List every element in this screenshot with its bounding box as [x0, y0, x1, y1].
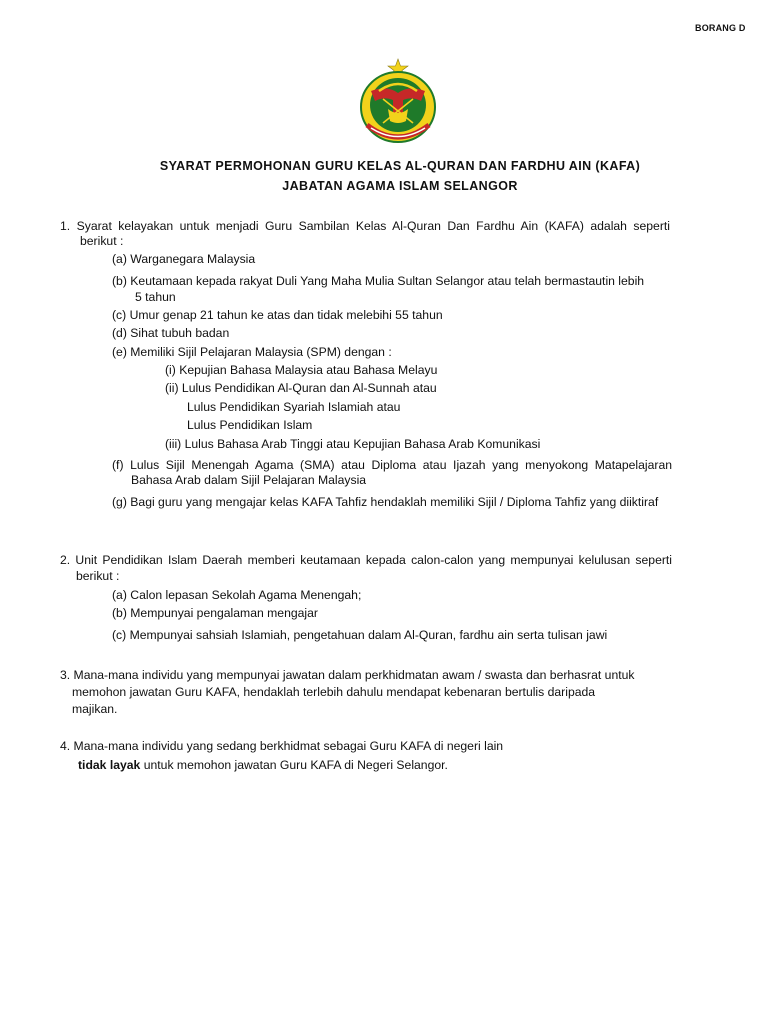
criterion-f-cont: Bahasa Arab dalam Sijil Pelajaran Malaysia	[131, 473, 367, 487]
document-subtitle: JABATAN AGAMA ISLAM SELANGOR	[282, 179, 518, 193]
section-3-line-1: 3. Mana-mana individu yang mempunyai jawatan dalam perkhidmatan awam / swasta dan berhasrat untuk	[60, 668, 635, 682]
preference-c: (c) Mempunyai sahsiah Islamiah, pengetahuan dalam Al-Quran, fardhu ain serta tulisan jawi	[112, 628, 608, 642]
criterion-b-cont: 5 tahun	[135, 290, 176, 304]
document-title: SYARAT PERMOHONAN GURU KELAS AL-QURAN DAN FARDHU AIN (KAFA)	[159, 159, 641, 173]
criterion-e-iii: (iii) Lulus Bahasa Arab Tinggi atau Kepujian Bahasa Arab Komunikasi	[165, 437, 541, 451]
section-2-intro: 2. Unit Pendidikan Islam Daerah memberi keutamaan kepada calon-calon yang mempunyai kelulusan seperti	[60, 553, 672, 567]
section-3-line-3: majikan.	[72, 702, 118, 716]
not-eligible-emphasis: tidak layak	[78, 758, 141, 772]
criterion-c: (c) Umur genap 21 tahun ke atas dan tidak melebihi 55 tahun	[112, 308, 443, 322]
section-2-intro-cont: berikut :	[76, 569, 120, 583]
section-4-line-1: 4. Mana-mana individu yang sedang berkhidmat sebagai Guru KAFA di negeri lain	[60, 739, 504, 753]
section-4-line-2	[78, 758, 448, 773]
criterion-f: (f) Lulus Sijil Menengah Agama (SMA) atau Diploma atau Ijazah yang menyokong Matapelajaran	[112, 458, 672, 472]
section-4-line-2-rest: untuk memohon jawatan Guru KAFA di Negeri Selangor.	[140, 758, 448, 772]
preference-b: (b) Mempunyai pengalaman mengajar	[112, 606, 318, 620]
criterion-e-ii-cont-2: Lulus Pendidikan Islam	[187, 418, 313, 432]
criterion-e-i: (i) Kepujian Bahasa Malaysia atau Bahasa Melayu	[165, 363, 438, 377]
criterion-b: (b) Keutamaan kepada rakyat Duli Yang Maha Mulia Sultan Selangor atau telah bermastautin lebih	[112, 274, 645, 288]
selangor-crest-icon	[357, 57, 439, 145]
form-code: BORANG D	[695, 23, 746, 33]
section-1-intro-cont: berikut :	[80, 234, 124, 248]
criterion-e-ii: (ii) Lulus Pendidikan Al-Quran dan Al-Sunnah atau	[165, 381, 437, 395]
section-1-intro: 1. Syarat kelayakan untuk menjadi Guru Sambilan Kelas Al-Quran Dan Fardhu Ain (KAFA) adalah seperti	[60, 219, 670, 233]
criterion-e-ii-cont-1: Lulus Pendidikan Syariah Islamiah atau	[187, 400, 401, 414]
section-3-line-2: memohon jawatan Guru KAFA, hendaklah terlebih dahulu mendapat kebenaran bertulis daripada	[72, 685, 596, 699]
criterion-d: (d) Sihat tubuh badan	[112, 326, 230, 340]
criterion-e: (e) Memiliki Sijil Pelajaran Malaysia (SPM) dengan :	[112, 345, 392, 359]
criterion-a: (a) Warganegara Malaysia	[112, 252, 256, 266]
preference-a: (a) Calon lepasan Sekolah Agama Menengah;	[112, 588, 362, 602]
criterion-g: (g) Bagi guru yang mengajar kelas KAFA Tahfiz hendaklah memiliki Sijil / Diploma Tahfiz yang diiktiraf	[112, 495, 659, 509]
